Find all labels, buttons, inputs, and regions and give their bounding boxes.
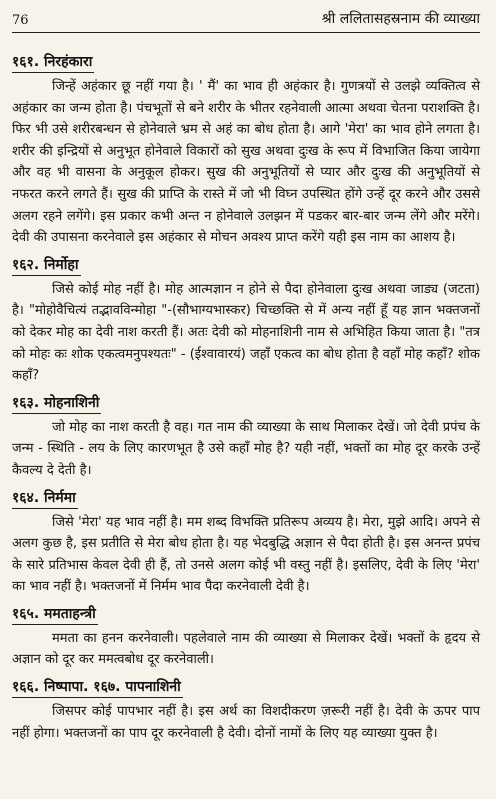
section-mamatahantri (12, 603, 480, 671)
section-text: जिसे कोई मोह नहीं है। मोह आत्मज्ञान न होने से पैदा होनेवाला दुःख अथवा जाड्य (जटता) है। "मोहोवैचित्यं तद्भावविन्मोहा "-(सौभाग्यभास्कर) चिच्छक्ति से में अन्य नहीं हूँ यह ज्ञान भक्तजनों को देकर मोह का देवी नाश करती हैं। अतः देवी को मोहनाशिनी नाम से अभिहित किया जाता है। "तत्र को मोहः कः शोक एकत्वमनुपश्यतः" - (ईश्वावारयं) जहाँ एकत्व का बोध होता है वहाँ मोह कहाँ? शोक कहाँ? (12, 281, 480, 384)
section-text: जिन्हें अहंकार छू नहीं गया है। ' मैं' का भाव ही अहंकार है। गुणत्रयों से उलझे व्यक्तित्व से अहंकार का जन्म होता है। पंचभूतों से बने शरीर के भीतर रहनेवाली आत्मा अथवा चेतना पराशक्ति है। फिर भी उसे शरीरबन्धन से होनेवाले भ्रम से अहं का बोध होता है। आगे 'मेरा' का भाव होने लगता है। शरीर की इन्द्रियों से अनुभूत होनेवाले विकारों को सुख अथवा दुःख के रूप में विभाजित किया जायेगा और वह भी वासना के अनुकूल होकर। सुख की अनुभूतियों से प्यार और दुःख की अनुभूतियों से नफरत करने लगते हैं। सुख की प्राप्ति के रास्ते में जो भी विघ्न उपस्थित होंगे उन्हें दूर करने और उससे अलग रहने लगेंगे। इस प्रकार कभी अन्त न होनेवाले उलझन में पडकर बार-बार जन्म लेंगे और मरेंगे। देवी की उपासना करनेवाले इस अहंकार से मोचन अवश्य प्राप्त करेंगे यही इस नाम का आशय है। (12, 79, 480, 246)
section-heading: १६२. निर्मोहा (12, 255, 81, 276)
section-text: जो मोह का नाश करती है वह। गत नाम की व्याख्या के साथ मिलाकर देखें। जो देवी प्रपंच के जन्म - स्थिति - लय के लिए कारणभूत है उसे कहाँ मोह है? यही नहीं, भक्तों का मोह दूर करके उन्हें कैवल्य दे देती है। (12, 419, 480, 478)
section-heading: १६६. निष्पापा. १६७. पापनाशिनी (12, 677, 183, 698)
running-title: श्री ललितासहस्रनाम की व्याख्या (321, 11, 480, 27)
section-heading: १६४. निर्ममा (12, 488, 78, 509)
section-text: जिसे 'मेरा' यह भाव नहीं है। मम शब्द विभक्ति प्रतिरूप अव्यय है। मेरा, मुझे आदि। अपने से अलग कुछ है, इस प्रतीति से मेरा बोध होता है। यह भेदबुद्धि अज्ञान से पैदा होती है। इस अनन्त प्रपंच के सारे प्रतिभास केवल देवी ही हैं, तो उनसे अलग कोई भी वस्तु नहीं है। इसलिए, देवी के लिए 'मेरा' का भाव नहीं है। भक्तजनों में निर्मम भाव पैदा करनेवाली देवी है। (12, 514, 480, 595)
section-text: जिसपर कोई पापभार नहीं है। इस अर्थ का विशदीकरण ज़रूरी नहीं है। देवी के ऊपर पाप नहीं होगा। भक्तजनों का पाप दूर करनेवाली है देवी। दोनों नामों के लिए यह व्याख्या युक्त है। (12, 704, 480, 741)
page-number: 76 (12, 13, 29, 28)
section-text: ममता का हनन करनेवाली। पहलेवाले नाम की व्याख्या से मिलाकर देखें। भक्तों के हृदय से अज्ञान को दूर कर ममत्वबोध दूर करनेवाली। (12, 630, 480, 668)
section-mohanashini (12, 392, 480, 482)
section-heading: १६३. मोहनाशिनी (12, 393, 101, 414)
section-nirahankara (12, 51, 480, 249)
section-heading: १६५. ममताहन्त्री (12, 604, 98, 625)
section-nishpapa-papanashini (12, 676, 480, 744)
section-nirmoha (12, 254, 480, 387)
section-heading: १६१. निरहंकारा (12, 52, 94, 73)
header-rule (12, 32, 480, 33)
page-header (12, 0, 480, 32)
section-nirmama (12, 487, 480, 598)
